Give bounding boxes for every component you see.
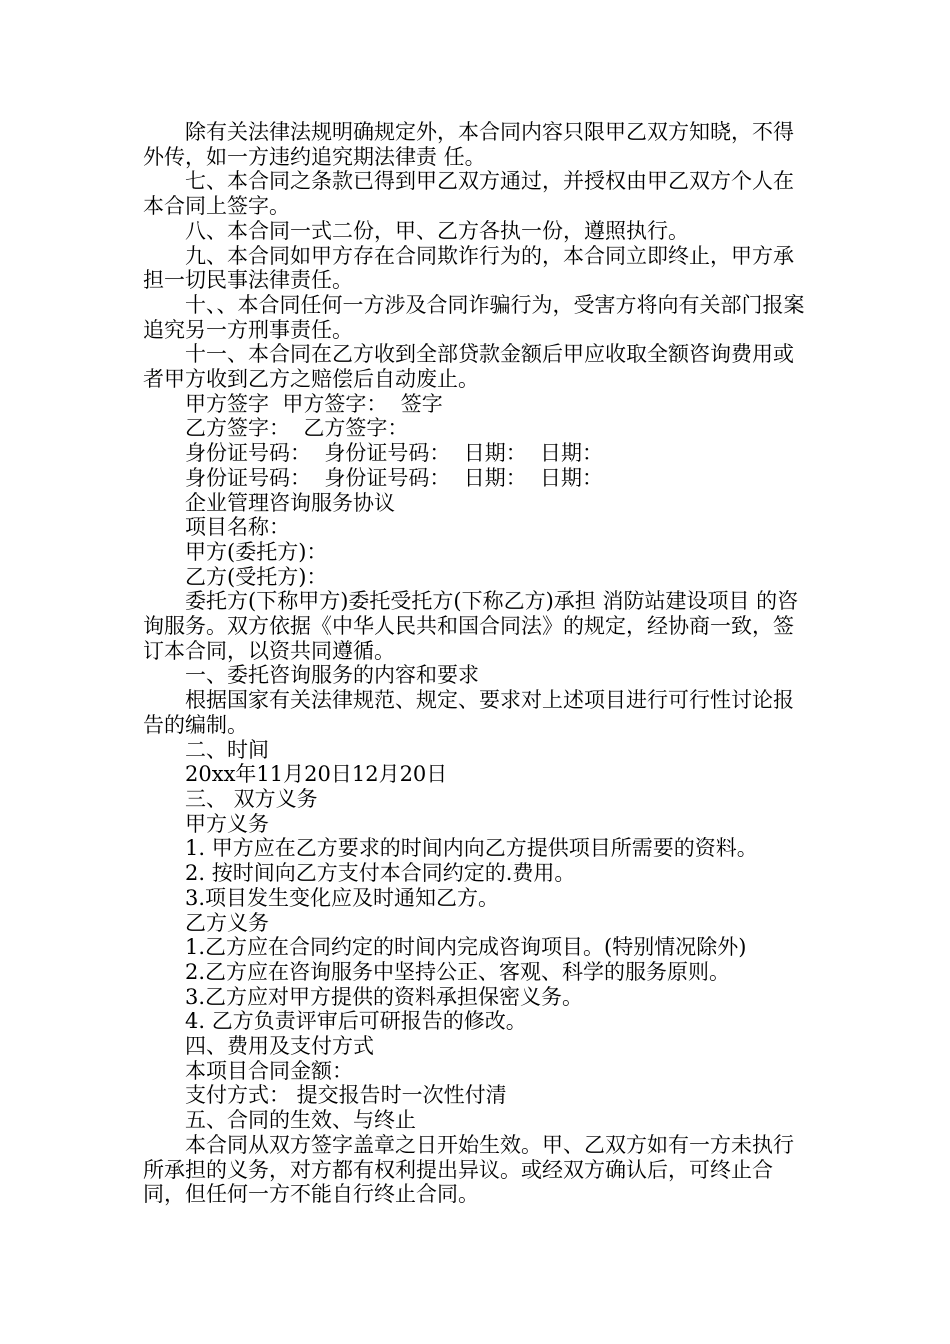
section-heading-5: 五、合同的生效、与终止 xyxy=(185,1108,416,1133)
section-heading-1: 一、委托咨询服务的内容和要求 xyxy=(185,663,479,688)
payment-method: 支付方式： 提交报告时一次性付清 xyxy=(185,1083,507,1108)
agreement-title: 企业管理咨询服务协议 xyxy=(185,490,395,515)
section-heading-2: 二、时间 xyxy=(185,737,269,762)
paragraph-clause-10: 十、、本合同任何一方涉及合同诈骗行为，受害方将向有关部门报案追究另一方刑事责任。 xyxy=(143,292,805,342)
document-body xyxy=(143,120,813,1207)
subheading-party-b-duties: 乙方义务 xyxy=(185,910,269,935)
party-a-field: 甲方(委托方)： xyxy=(185,539,328,564)
party-b-duty-1: 1.乙方应在合同约定的时间内完成咨询项目。(特别情况除外) xyxy=(185,935,747,960)
id-date-line-2: 身份证号码： 身份证号码： 日期： 日期： xyxy=(185,465,604,490)
subheading-party-a-duties: 甲方义务 xyxy=(185,811,269,836)
party-a-duty-2: 2. 按时间向乙方支付本合同约定的.费用。 xyxy=(185,861,576,886)
id-date-line-1: 身份证号码： 身份证号码： 日期： 日期： xyxy=(185,441,604,466)
paragraph-intro: 委托方(下称甲方)委托受托方(下称乙方)承担 消防站建设项目 的咨询服务。双方依据《中华人民共和国合同法》的规定，经协商一致，签订本合同，以资共同遵循。 xyxy=(143,589,799,663)
paragraph-confidentiality: 除有关法律法规明确规定外，本合同内容只限甲乙双方知晓，不得外传，如一方违约追究期法律责 任。 xyxy=(143,120,794,169)
party-b-field: 乙方(受托方)： xyxy=(185,564,328,589)
signature-line-party-b: 乙方签字： 乙方签字： xyxy=(185,416,409,441)
contract-amount-field: 本项目合同金额： xyxy=(185,1058,353,1083)
paragraph-clause-7: 七、本合同之条款已得到甲乙双方通过，并授权由甲乙双方个人在本合同上签字。 xyxy=(143,169,794,219)
party-b-duty-4: 4. 乙方负责评审后可研报告的修改。 xyxy=(185,1009,527,1034)
party-b-duty-2: 2.乙方应在咨询服务中坚持公正、客观、科学的服务原则。 xyxy=(185,959,731,984)
paragraph-clause-11: 十一、本合同在乙方收到全部贷款金额后甲应收取全额咨询费用或者甲方收到乙方之赔偿后自动废止。 xyxy=(143,342,794,392)
party-b-duty-3: 3.乙方应对甲方提供的资料承担保密义务。 xyxy=(185,984,584,1009)
section-heading-4: 四、费用及支付方式 xyxy=(185,1034,374,1059)
party-a-duty-3: 3.项目发生变化应及时通知乙方。 xyxy=(185,885,500,910)
time-period: 20xx年11月20日12月20日 xyxy=(185,762,448,787)
paragraph-section-1: 根据国家有关法律规范、规定、要求对上述项目进行可行性讨论报告的编制。 xyxy=(143,688,794,737)
paragraph-effectiveness: 本合同从双方签字盖章之日开始生效。甲、乙双方如有一方未执行所承担的义务，对方都有权利提出异议。或经双方确认后，可终止合同，但任何一方不能自行终止合同。 xyxy=(143,1132,794,1207)
paragraph-clause-8: 八、本合同一式二份，甲、乙方各执一份，遵照执行。 xyxy=(185,218,689,243)
section-heading-3: 三、 双方义务 xyxy=(185,786,318,811)
party-a-duty-1: 1. 甲方应在乙方要求的时间内向乙方提供项目所需要的资料。 xyxy=(185,836,758,861)
signature-line-party-a: 甲方签字 甲方签字： 签字 xyxy=(185,391,443,416)
paragraph-clause-9: 九、本合同如甲方存在合同欺诈行为的，本合同立即终止，甲方承担一切民事法律责任。 xyxy=(143,243,794,293)
project-name-field: 项目名称： xyxy=(185,515,290,540)
